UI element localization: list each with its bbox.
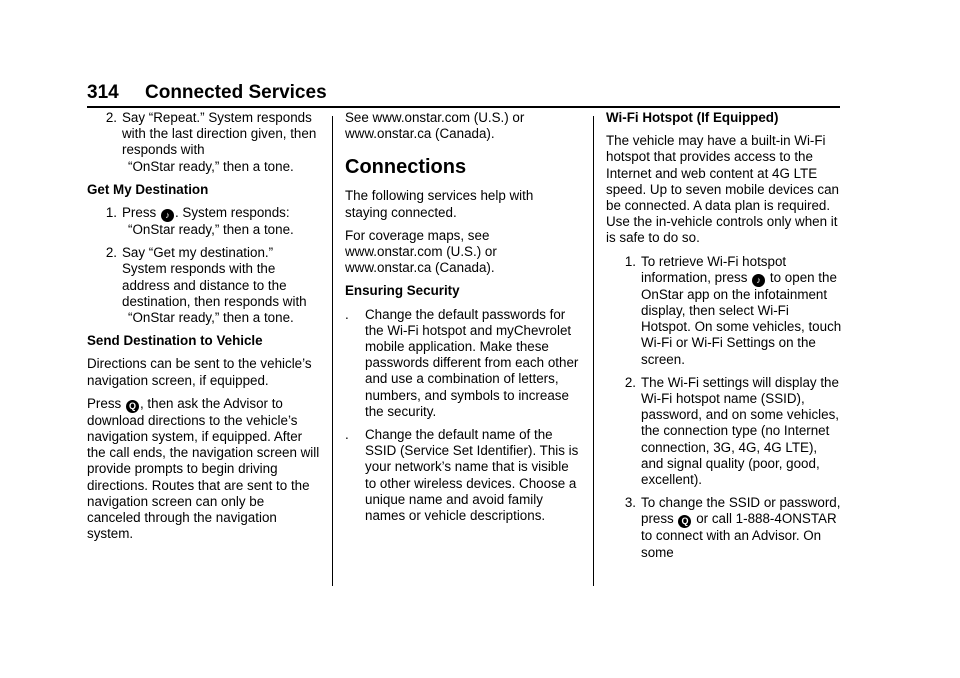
paragraph: The following services help with staying connected. [345,188,534,220]
column-1 [87,110,321,549]
paragraph: The vehicle may have a built-in Wi-Fi hotspot that provides access to the Internet and web content at 4G LTE speed. Up to seven mobile devices can be connected. A data plan is required. Use the in-vehicle controls only when it is safe to do so. [606,133,839,246]
subheading-ensuring-security: Ensuring Security [345,283,460,299]
list-item: 2. The Wi-Fi settings will display the Wi-Fi hotspot name (SSID), password, and on some vehicles, the connection type (no Internet connection, 3G, 4G, 4G LTE), and signal quality (poor, good, excellent). [624,374,839,488]
subheading-get-my-destination: Get My Destination [87,181,209,197]
bullet-item: . Change the default passwords for the Wi-Fi hotspot and myChevrolet mobile application. Make these passwords different from each other and use a combination of letters, numbers, and symbols to increase the security. [345,306,579,419]
section-title: Connected Services [145,82,327,103]
paragraph: Press Q , then ask the Advisor to download directions to the vehicle’s navigation system, if equipped. After the call ends, the navigation screen will provide prompts to begin driving directions. Routes that are sent to the navigation screen can only be canceled through the navigation system. [87,395,320,542]
subheading-send-destination: Send Destination to Vehicle [87,333,263,349]
onstar-button-icon: Q [678,515,691,528]
list-item: 3. To change the SSID or password, press Q or call 1-888-4ONSTAR to connect with an Advisor. On some [624,495,841,560]
list-item: 1. To retrieve Wi-Fi hotspot information, press ♪ to open the OnStar app on the infotainment display, then select Wi-Fi Hotspot. On some vehicles, touch Wi-Fi or Wi-Fi Settings on the screen. [624,253,842,367]
column-divider [593,116,594,586]
paragraph: See www.onstar.com (U.S.) or www.onstar.ca (Canada). [345,110,525,142]
page-number: 314 [87,82,119,103]
heading-connections: Connections [345,156,467,179]
voice-command-icon: ♪ [161,209,174,222]
list-item: 2. Say “Get my destination.” System responds with the address and distance to the destination, then responds with “OnStar ready,” then a tone. [105,245,307,326]
column-2 [345,110,579,531]
list-item: 2. Say “Repeat.” System responds with the last direction given, then responds with “OnStar ready,” then a tone. [87,110,321,175]
column-divider [332,116,333,586]
header-rule [87,106,840,108]
item-tail: “OnStar ready,” then a tone. [128,158,294,174]
item-text: Say “Repeat.” System responds with the last direction given, then responds with [122,110,317,158]
voice-command-icon: ♪ [752,274,765,287]
page-header [87,80,840,108]
bullet-item: . Change the default name of the SSID (Service Set Identifier). This is your network’s name that is visible to other wireless devices. Choose a unique name and avoid family names or vehicle descriptions. [345,427,579,524]
list-item: 1. Press ♪ . System responds: “OnStar ready,” then a tone. [105,205,294,238]
column-3 [606,110,842,568]
onstar-button-icon: Q [126,400,139,413]
subheading-wifi-hotspot: Wi-Fi Hotspot (If Equipped) [606,110,779,125]
paragraph: Directions can be sent to the vehicle’s navigation screen, if equipped. [87,356,312,388]
paragraph: For coverage maps, see www.onstar.com (U.S.) or www.onstar.ca (Canada). [345,227,497,276]
